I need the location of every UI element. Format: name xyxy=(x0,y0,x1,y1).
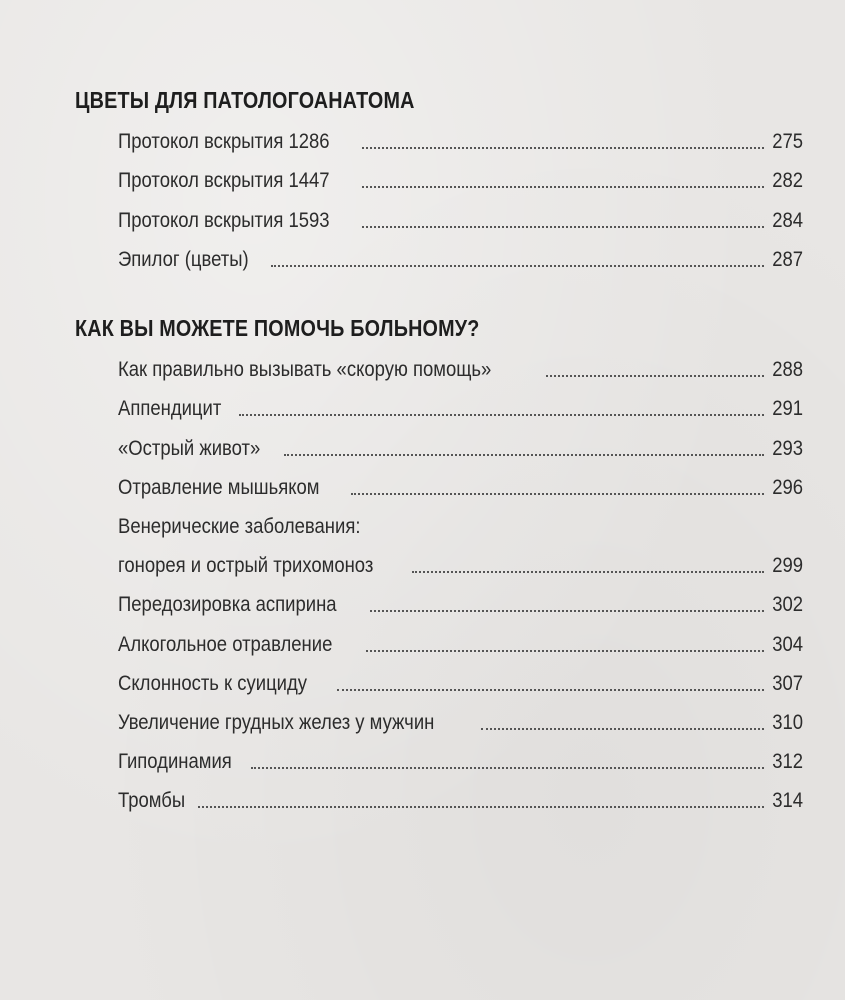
toc-entry-title: «Острый живот» xyxy=(118,436,261,460)
dot-leader xyxy=(370,610,764,612)
toc-entry-page: 275 xyxy=(772,130,803,154)
toc-entry-page: 314 xyxy=(772,789,803,813)
toc-entry[interactable] xyxy=(118,542,803,581)
toc-entry[interactable] xyxy=(118,157,803,196)
toc-entry-title: Передозировка аспирина xyxy=(118,593,337,617)
toc-entry[interactable] xyxy=(118,464,803,503)
toc-entry-title: Склонность к суициду xyxy=(118,671,308,695)
toc-entry-title: Тромбы xyxy=(118,789,186,813)
toc-entry[interactable] xyxy=(118,738,803,777)
toc-entry-title: Аппендицит xyxy=(118,397,222,421)
toc-entry-page: 287 xyxy=(772,247,803,271)
dot-leader xyxy=(198,806,764,808)
toc-entry[interactable] xyxy=(118,581,803,620)
toc-entry-heading-line[interactable] xyxy=(118,503,803,542)
toc-entry[interactable] xyxy=(118,424,803,463)
dot-leader xyxy=(239,414,764,416)
toc-list xyxy=(75,346,805,816)
toc-entry-page: 293 xyxy=(772,436,803,460)
toc-entry-title: Протокол вскрытия 1593 xyxy=(118,208,330,232)
toc-entry-page: 304 xyxy=(772,632,803,656)
dot-leader xyxy=(271,265,764,267)
toc-entry-title: Эпилог (цветы) xyxy=(118,247,249,271)
dot-leader xyxy=(412,571,764,573)
toc-entry-title: Алкогольное отравление xyxy=(118,632,333,656)
toc-list xyxy=(75,118,805,275)
toc-entry[interactable] xyxy=(118,620,803,659)
toc-entry-page: 310 xyxy=(772,710,803,734)
toc-entry-title: Увеличение грудных желез у мужчин xyxy=(118,710,435,734)
toc-entry[interactable] xyxy=(118,196,803,235)
dot-leader xyxy=(546,375,764,377)
dot-leader xyxy=(362,147,764,149)
toc-entry[interactable] xyxy=(118,777,803,816)
toc-entry-page: 282 xyxy=(772,169,803,193)
toc-entry[interactable] xyxy=(118,346,803,385)
toc-entry-page: 307 xyxy=(772,671,803,695)
toc-entry[interactable] xyxy=(118,699,803,738)
toc-entry-page: 288 xyxy=(772,358,803,382)
toc-entry-page: 284 xyxy=(772,208,803,232)
toc-entry-page: 291 xyxy=(772,397,803,421)
toc-entry-title: Как правильно вызывать «скорую помощь» xyxy=(118,358,492,382)
toc-entry-title: гонорея и острый трихомоноз xyxy=(118,554,374,578)
toc-section-pathologist xyxy=(75,82,805,275)
dot-leader xyxy=(362,226,764,228)
toc-section-help-patient xyxy=(75,310,805,816)
toc-entry[interactable] xyxy=(118,660,803,699)
toc-entry[interactable] xyxy=(118,118,803,157)
toc-entry[interactable] xyxy=(118,385,803,424)
toc-entry-page: 302 xyxy=(772,593,803,617)
dot-leader xyxy=(362,186,764,188)
toc-entry[interactable] xyxy=(118,236,803,275)
toc-entry-page: 312 xyxy=(772,750,803,774)
dot-leader xyxy=(351,493,764,495)
dot-leader xyxy=(366,650,764,652)
dot-leader xyxy=(284,454,764,456)
section-title: ЦВЕТЫ ДЛЯ ПАТОЛОГОАНАТОМА xyxy=(75,87,415,113)
toc-entry-title: Отравление мышьяком xyxy=(118,475,320,499)
section-title: КАК ВЫ МОЖЕТЕ ПОМОЧЬ БОЛЬНОМУ? xyxy=(75,315,480,341)
toc-entry-title: Протокол вскрытия 1286 xyxy=(118,130,330,154)
dot-leader xyxy=(481,728,763,730)
dot-leader xyxy=(337,689,764,691)
toc-entry-page: 299 xyxy=(772,554,803,578)
toc-entry-title: Гиподинамия xyxy=(118,750,232,774)
toc-entry-title: Венерические заболевания: xyxy=(118,514,361,538)
toc-entry-page: 296 xyxy=(772,475,803,499)
toc-entry-title: Протокол вскрытия 1447 xyxy=(118,169,330,193)
dot-leader xyxy=(251,767,764,769)
